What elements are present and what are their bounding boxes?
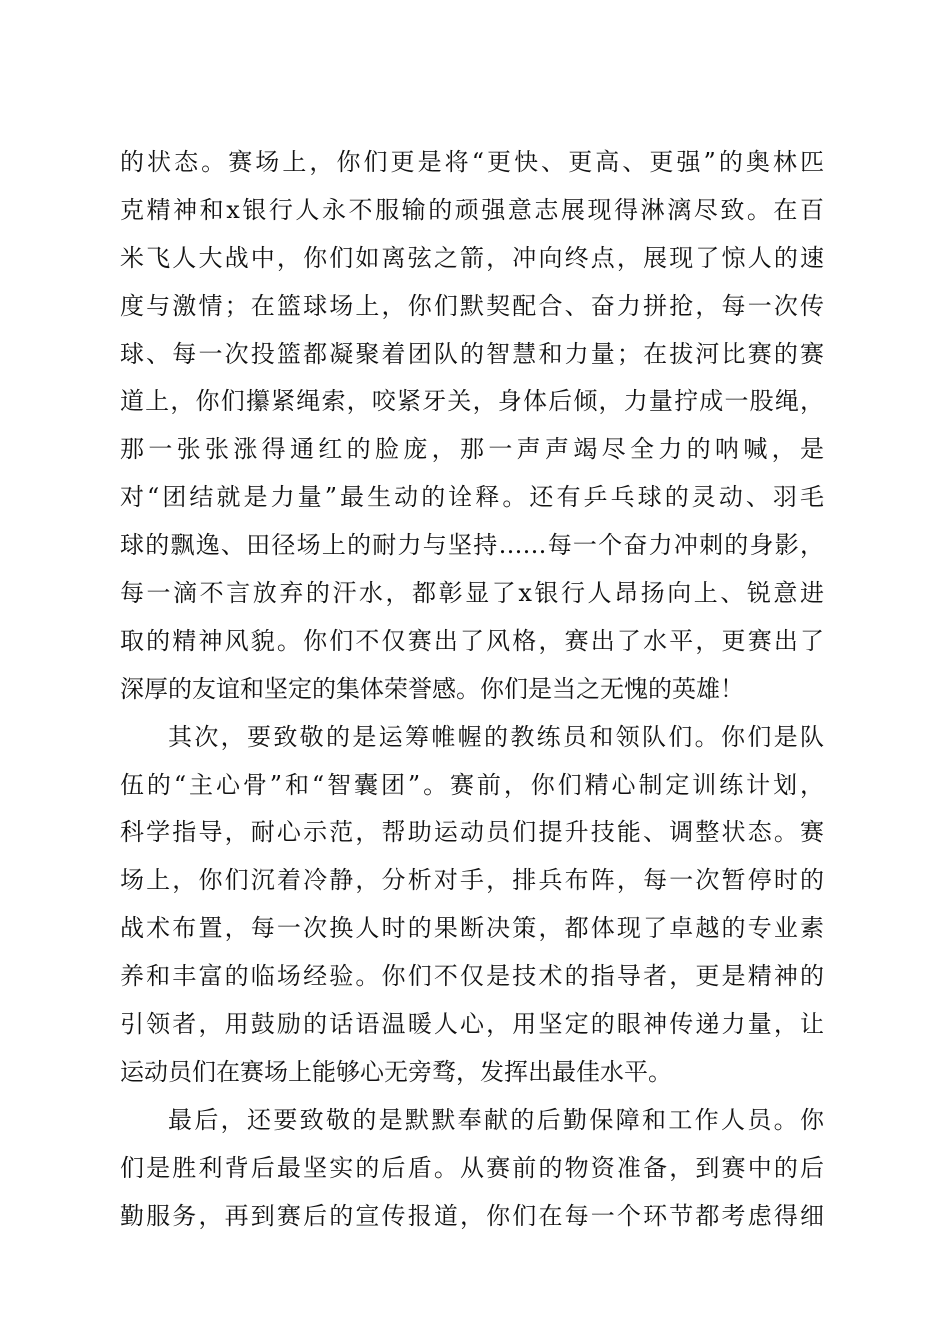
text-line: 养和丰富的临场经验。你们不仅是技术的指导者，更是精神的 — [120, 962, 824, 991]
text-line: 科学指导，耐心示范，帮助运动员们提升技能、调整状态。赛 — [120, 818, 824, 847]
text-line: 场上，你们沉着冷静，分析对手，排兵布阵，每一次暂停时的 — [120, 866, 824, 895]
document-page — [120, 139, 824, 1240]
text-line: 每一滴不言放弃的汗水，都彰显了x银行人昂扬向上、锐意进 — [120, 579, 824, 608]
text-line: 道上，你们攥紧绳索，咬紧牙关，身体后倾，力量拧成一股绳， — [120, 387, 824, 416]
text-line: 那一张张涨得通红的脸庞，那一声声竭尽全力的呐喊，是 — [120, 435, 824, 464]
text-line: 伍的“主心骨”和“智囊团”。赛前，你们精心制定训练计划， — [120, 770, 824, 799]
text-line: 深厚的友谊和坚定的集体荣誉感。你们是当之无愧的英雄！ — [120, 674, 744, 703]
text-line: 的状态。赛场上，你们更是将“更快、更高、更强”的奥林匹 — [120, 148, 824, 176]
text-line: 运动员们在赛场上能够心无旁骛，发挥出最佳水平。 — [120, 1057, 672, 1086]
text-line: 球的飘逸、田径场上的耐力与坚持……每一个奋力冲刺的身影， — [120, 531, 824, 560]
text-line: 取的精神风貌。你们不仅赛出了风格，赛出了水平，更赛出了 — [120, 626, 824, 655]
text-line: 战术布置，每一次换人时的果断决策，都体现了卓越的专业素 — [120, 914, 824, 943]
text-line: 度与激情；在篮球场上，你们默契配合、奋力拼抢，每一次传 — [120, 291, 824, 320]
text-line: 米飞人大战中，你们如离弦之箭，冲向终点，展现了惊人的速 — [120, 243, 824, 272]
text-line: 克精神和x银行人永不服输的顽强意志展现得淋漓尽致。在百 — [120, 195, 824, 224]
text-line: 勤服务，再到赛后的宣传报道，你们在每一个环节都考虑得细 — [120, 1201, 824, 1230]
text-line: 们是胜利背后最坚实的后盾。从赛前的物资准备，到赛中的后 — [120, 1153, 824, 1182]
text-line: 对“团结就是力量”最生动的诠释。还有乒乓球的灵动、羽毛 — [120, 483, 824, 512]
text-line: 其次，要致敬的是运筹帷幄的教练员和领队们。你们是队 — [168, 722, 824, 751]
text-line: 引领者，用鼓励的话语温暖人心，用坚定的眼神传递力量，让 — [120, 1010, 824, 1039]
text-line: 最后，还要致敬的是默默奉献的后勤保障和工作人员。你 — [168, 1105, 824, 1134]
text-line: 球、每一次投篮都凝聚着团队的智慧和力量；在拔河比赛的赛 — [120, 339, 824, 368]
